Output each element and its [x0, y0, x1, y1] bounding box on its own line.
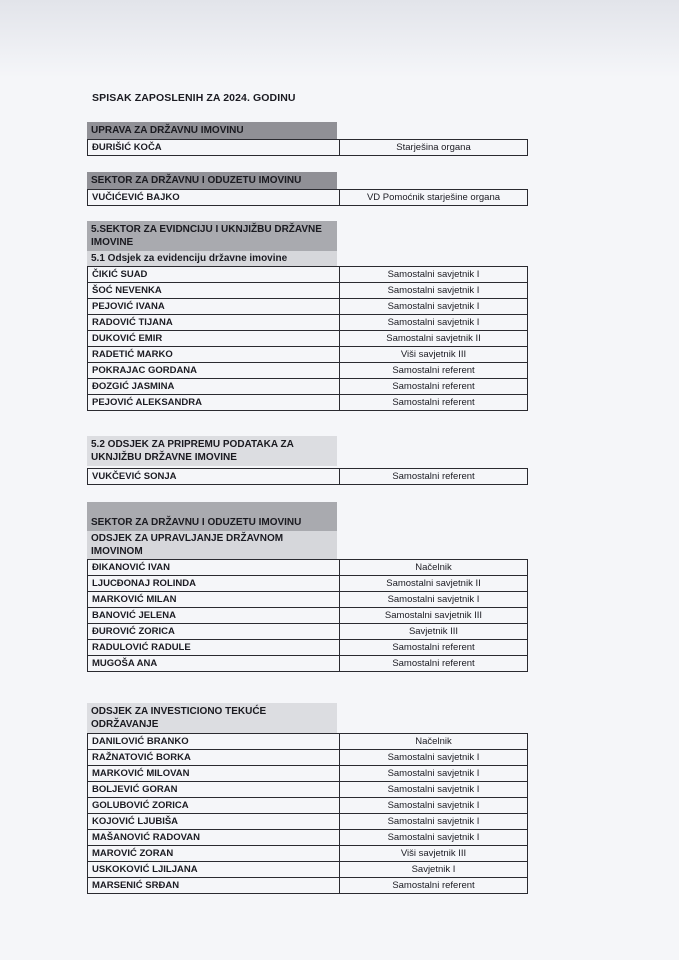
employee-title: Samostalni referent	[340, 640, 528, 656]
section-upravljanje	[87, 502, 528, 672]
section-sektor-drzavna	[87, 172, 528, 206]
employee-title: Starješina organa	[340, 140, 528, 156]
employee-name: PEJOVIĆ ALEKSANDRA	[88, 395, 340, 411]
table-row	[88, 592, 528, 608]
table-row	[88, 656, 528, 672]
table-row	[88, 469, 528, 485]
section-header: SEKTOR ZA DRŽAVNU I ODUZETU IMOVINU	[87, 502, 337, 531]
section-investiciono	[87, 703, 528, 894]
employee-title: Samostalni referent	[340, 656, 528, 672]
section-uprava	[87, 122, 528, 156]
employee-name: LJUCĐONAJ ROLINDA	[88, 576, 340, 592]
table-row	[88, 640, 528, 656]
employee-title: Samostalni savjetnik III	[340, 608, 528, 624]
employee-title: Samostalni referent	[340, 878, 528, 894]
table-row	[88, 267, 528, 283]
employee-name: RADULOVIĆ RADULE	[88, 640, 340, 656]
employee-name: DANILOVIĆ BRANKO	[88, 734, 340, 750]
employee-name: MARKOVIĆ MILAN	[88, 592, 340, 608]
section-header: SEKTOR ZA DRŽAVNU I ODUZETU IMOVINU	[87, 172, 337, 189]
employee-name: MARKOVIĆ MILOVAN	[88, 766, 340, 782]
employee-name: ČIKIĆ SUAD	[88, 267, 340, 283]
scan-shadow	[0, 0, 679, 78]
table-row	[88, 560, 528, 576]
employee-name: RADOVIĆ TIJANA	[88, 315, 340, 331]
employee-title: Samostalni savjetnik I	[340, 592, 528, 608]
employee-title: Samostalni savjetnik I	[340, 299, 528, 315]
employee-name: ŠOĆ NEVENKA	[88, 283, 340, 299]
employee-name: KOJOVIĆ LJUBIŠA	[88, 814, 340, 830]
employee-title: Samostalni savjetnik I	[340, 267, 528, 283]
employee-title: Samostalni savjetnik II	[340, 331, 528, 347]
employee-title: Samostalni referent	[340, 363, 528, 379]
table-row	[88, 576, 528, 592]
table-row	[88, 814, 528, 830]
employee-title: Savjetnik I	[340, 862, 528, 878]
employee-title: Samostalni referent	[340, 395, 528, 411]
section-header: UPRAVA ZA DRŽAVNU IMOVINU	[87, 122, 337, 139]
employee-name: RAŽNATOVIĆ BORKA	[88, 750, 340, 766]
employee-title: VD Pomoćnik starješine organa	[340, 190, 528, 206]
employee-name: POKRAJAC GORDANA	[88, 363, 340, 379]
employee-title: Samostalni savjetnik I	[340, 798, 528, 814]
table-row	[88, 608, 528, 624]
employee-table	[87, 468, 528, 485]
employee-title: Samostalni savjetnik II	[340, 576, 528, 592]
section-subheader: ODSJEK ZA UPRAVLJANJE DRŽAVNOM IMOVINOM	[87, 531, 337, 559]
employee-table	[87, 266, 528, 411]
employee-title: Samostalni referent	[340, 469, 528, 485]
table-row	[88, 750, 528, 766]
employee-name: DUKOVIĆ EMIR	[88, 331, 340, 347]
table-row	[88, 331, 528, 347]
employee-table	[87, 559, 528, 672]
section-uknjizba	[87, 436, 528, 485]
employee-name: MAŠANOVIĆ RADOVAN	[88, 830, 340, 846]
table-row	[88, 862, 528, 878]
employee-title: Načelnik	[340, 734, 528, 750]
table-row	[88, 878, 528, 894]
employee-table	[87, 139, 528, 156]
table-row	[88, 140, 528, 156]
table-row	[88, 363, 528, 379]
table-row	[88, 395, 528, 411]
table-row	[88, 830, 528, 846]
employee-name: BOLJEVIĆ GORAN	[88, 782, 340, 798]
table-row	[88, 379, 528, 395]
employee-name: USKOKOVIĆ LJILJANA	[88, 862, 340, 878]
employee-name: ĐUROVIĆ ZORICA	[88, 624, 340, 640]
employee-title: Samostalni savjetnik I	[340, 283, 528, 299]
employee-name: RADETIĆ MARKO	[88, 347, 340, 363]
table-row	[88, 782, 528, 798]
employee-name: ĐOZGIĆ JASMINA	[88, 379, 340, 395]
employee-name: MUGOŠA ANA	[88, 656, 340, 672]
section-header: 5.2 ODSJEK ZA PRIPREMU PODATAKA ZA UKNJIŽBU DRŽAVNE IMOVINE	[87, 436, 337, 466]
employee-table	[87, 189, 528, 206]
employee-name: ĐURIŠIĆ KOČA	[88, 140, 340, 156]
employee-title: Viši savjetnik III	[340, 347, 528, 363]
employee-name: GOLUBOVIĆ ZORICA	[88, 798, 340, 814]
employee-name: VUKČEVIĆ SONJA	[88, 469, 340, 485]
table-row	[88, 798, 528, 814]
section-subheader: 5.1 Odsjek za evidenciju državne imovine	[87, 251, 337, 266]
table-row	[88, 315, 528, 331]
employee-title: Samostalni savjetnik I	[340, 814, 528, 830]
employee-name: VUČIĆEVIĆ BAJKO	[88, 190, 340, 206]
section-header: ODSJEK ZA INVESTICIONO TEKUĆE ODRŽAVANJE	[87, 703, 337, 733]
section-header: 5.SEKTOR ZA EVIDNCIJU I UKNJIŽBU DRŽAVNE IMOVINE	[87, 221, 337, 251]
employee-title: Samostalni savjetnik I	[340, 782, 528, 798]
employee-table	[87, 733, 528, 894]
document-title: SPISAK ZAPOSLENIH ZA 2024. GODINU	[92, 92, 296, 104]
employee-name: BANOVIĆ JELENA	[88, 608, 340, 624]
employee-title: Samostalni savjetnik I	[340, 830, 528, 846]
table-row	[88, 190, 528, 206]
employee-title: Načelnik	[340, 560, 528, 576]
table-row	[88, 624, 528, 640]
employee-title: Samostalni savjetnik I	[340, 750, 528, 766]
table-row	[88, 299, 528, 315]
employee-name: ĐIKANOVIĆ IVAN	[88, 560, 340, 576]
table-row	[88, 766, 528, 782]
employee-name: PEJOVIĆ IVANA	[88, 299, 340, 315]
employee-name: MARSENIĆ SRĐAN	[88, 878, 340, 894]
table-row	[88, 347, 528, 363]
table-row	[88, 734, 528, 750]
employee-title: Viši savjetnik III	[340, 846, 528, 862]
table-row	[88, 846, 528, 862]
employee-name: MAROVIĆ ZORAN	[88, 846, 340, 862]
employee-title: Samostalni referent	[340, 379, 528, 395]
table-row	[88, 283, 528, 299]
employee-title: Samostalni savjetnik I	[340, 766, 528, 782]
section-evidencija	[87, 221, 528, 411]
employee-title: Samostalni savjetnik I	[340, 315, 528, 331]
employee-title: Savjetnik III	[340, 624, 528, 640]
